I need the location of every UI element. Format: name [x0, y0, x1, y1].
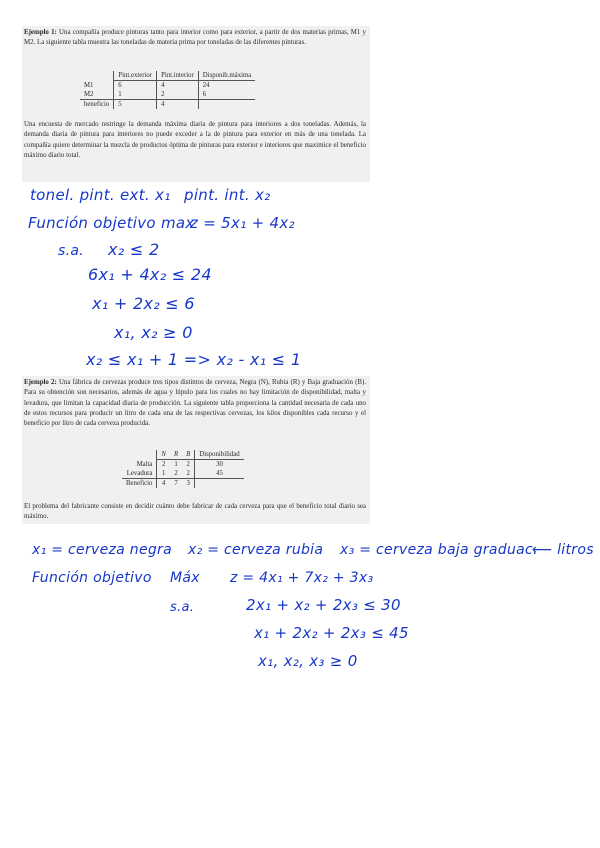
- hw2-var-3: x₃ = cerveza baja graduac.: [340, 542, 538, 558]
- hw1-constraint-2: 6x₁ + 4x₂ ≤ 24: [88, 265, 212, 284]
- hw2-constraint-2: x₁ + 2x₂ + 2x₃ ≤ 45: [254, 624, 409, 642]
- example1-outro: Una encuesta de mercado restringe la demanda máxima diaria de pintura para interiores a dos toneladas. Además, la demanda diaria de pintura para interiores no puede exceder a la de pintura para exterior en más de una tonelada. La compañía quiere determinar la mezcla de productos óptima de pinturas para exterior e interiores que maximice el beneficio máximo diario total.: [24, 121, 366, 159]
- hw1-line1b: pint. int. x₂: [184, 186, 271, 204]
- hw2-var-1: x₁ = cerveza negra: [32, 542, 172, 558]
- hw2-var-2: x₂ = cerveza rubia: [188, 542, 324, 558]
- table-header: B: [182, 450, 195, 460]
- hw1-line2b: z = 5x₁ + 4x₂: [190, 214, 295, 232]
- example1-panel: [22, 26, 370, 182]
- table-row: M2 1 2 6: [80, 90, 255, 100]
- table-row: Levadura 1 2 2 45: [122, 469, 244, 479]
- hw1-sa: s.a.: [58, 243, 84, 259]
- hw2-objective-function: z = 4x₁ + 7x₂ + 3x₃: [230, 570, 374, 586]
- hw1-line2a: Función objetivo max: [28, 214, 195, 232]
- table-header: Disponib.máxima: [198, 71, 255, 81]
- hw1-constraint-5: x₂ ≤ x₁ + 1 => x₂ - x₁ ≤ 1: [86, 350, 302, 369]
- example2-panel: [22, 376, 370, 524]
- example1-heading: Ejemplo 1:: [24, 29, 57, 36]
- hw2-constraint-3: x₁, x₂, x₃ ≥ 0: [258, 652, 358, 670]
- table-header: R: [170, 450, 182, 460]
- hw1-constraint-3: x₁ + 2x₂ ≤ 6: [92, 294, 195, 313]
- hw1-constraint-4: x₁, x₂ ≥ 0: [114, 323, 193, 342]
- hw2-sa: s.a.: [170, 600, 195, 615]
- hw1-line1a: tonel. pint. ext. x₁: [30, 186, 171, 204]
- example2-intro: [24, 378, 366, 429]
- table-header: Pint.interior: [157, 71, 199, 81]
- hw1-constraint-1: x₂ ≤ 2: [108, 240, 160, 259]
- example2-intro-text: Una fábrica de cervezas produce tres tipos distintos de cerveza, Negra (N), Rubia (R) y Baja graduación (B). Para su obtención son necesarios, además de agua y lúpulo para los cuales no hay limitación de disponibilidad, malta y levadura, que limitan la capacidad diaria de producción. La siguiente tabla proporciona la cantidad necesaria de cada uno de estos recursos para producir un litro de cada una de las respectivas cervezas, los kilos disponibles cada recurso y el beneficio por litro de cada cerveza producida.: [24, 379, 366, 428]
- hw2-constraint-1: 2x₁ + x₂ + 2x₃ ≤ 30: [246, 596, 401, 614]
- example2-outro: El problema del fabricante consiste en decidir cuánto debe fabricar de cada cerveza para que el beneficio total diario sea máximo.: [24, 503, 366, 521]
- example2-heading: Ejemplo 2:: [24, 379, 57, 386]
- table-header: Disponibilidad: [195, 450, 244, 460]
- example1-intro: [24, 28, 366, 49]
- table-header: Pint.exterior: [114, 71, 157, 81]
- table-row: Beneficio 4 7 3: [122, 479, 244, 489]
- table-row: Malta 2 1 2 30: [122, 460, 244, 470]
- example2-table: [122, 450, 244, 488]
- hw2-objective-label: Función objetivo: [32, 570, 152, 586]
- table-header: N: [157, 450, 170, 460]
- table-row: M1 6 4 24: [80, 81, 255, 91]
- table-row: beneficio 5 4: [80, 100, 255, 110]
- example1-table: [80, 71, 255, 109]
- example1-intro-text: Una compañía produce pinturas tanto para interior como para exterior, a partir de dos materias primas, M1 y M2. La siguiente tabla muestra las toneladas de materia prima por toneladas de las diferentes pinturas.: [24, 29, 366, 47]
- hw2-unit: ⟵ litros: [532, 542, 594, 558]
- hw2-max: Máx: [170, 570, 200, 586]
